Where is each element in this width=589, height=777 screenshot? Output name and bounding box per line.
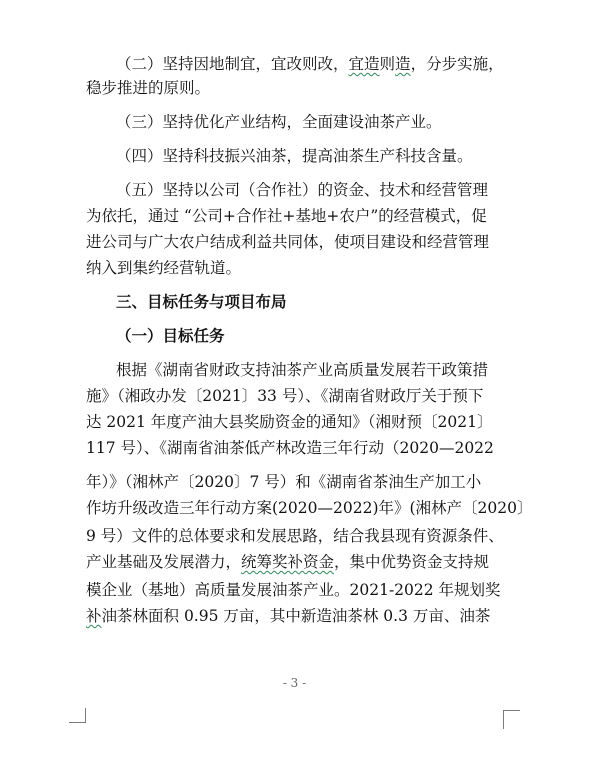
paragraph-principle-2-line-1: （二）坚持因地制宜，宜改则改，宜造则造，分步实施， bbox=[116, 55, 504, 73]
body-line-10: 补油茶林面积 0.95 万亩，其中新造油茶林 0.3 万亩、油茶 bbox=[86, 607, 491, 625]
paragraph-principle-2-line-2: 稳步推进的原则。 bbox=[86, 79, 211, 97]
spell-check-mark: 补 bbox=[86, 607, 102, 625]
paragraph-principle-5-line-4: 纳入到集约经营轨道。 bbox=[86, 259, 242, 277]
spell-check-mark: 宜造 bbox=[348, 55, 380, 73]
margin-corner-mark-left bbox=[69, 708, 86, 723]
body-line-5: 年）》（湘林产〔2020〕7 号）和《湖南省茶油生产加工小 bbox=[86, 473, 482, 491]
paragraph-principle-5-line-2: 为依托，通过 “公司+合作社+基地+农户”的经营模式，促 bbox=[86, 207, 487, 225]
body-line-7: 9 号）文件的总体要求和发展思路，结合我县现有资源条件、 bbox=[86, 527, 504, 545]
body-line-6: 作坊升级改造三年行动方案(2020—2022)年》(湘林产〔2020〕 bbox=[86, 499, 533, 517]
body-line-4: 117 号）、《湖南省油茶低产林改造三年行动（2020—2022 bbox=[86, 439, 494, 457]
page-number: - 3 - bbox=[282, 676, 307, 690]
paragraph-principle-3: （三）坚持优化产业结构，全面建设油茶产业。 bbox=[116, 113, 442, 131]
paragraph-principle-4: （四）坚持科技振兴油茶，提高油茶生产科技含量。 bbox=[116, 147, 473, 165]
section-heading: 三、目标任务与项目布局 bbox=[116, 293, 287, 311]
paragraph-principle-5-line-1: （五）坚持以公司（合作社）的资金、技术和经营管理 bbox=[116, 181, 489, 199]
body-line-9: 模企业（基地）高质量发展油茶产业。2021-2022 年规划奖 bbox=[86, 581, 501, 599]
subsection-heading: （一）目标任务 bbox=[116, 327, 225, 345]
spell-check-mark: 统筹奖补资金 bbox=[241, 553, 335, 571]
spell-check-mark: 造 bbox=[395, 55, 411, 73]
body-line-2: 施》（湘政办发〔2021〕33 号）、《湖南省财政厅关于预下 bbox=[86, 387, 484, 405]
body-line-3: 达 2021 年度产油大县奖励资金的通知》（湘财预〔2021〕 bbox=[86, 413, 493, 431]
body-line-8: 产业基础及发展潜力，统筹奖补资金，集中优势资金支持规 bbox=[86, 553, 490, 571]
paragraph-principle-5-line-3: 进公司与广大农户结成利益共同体，使项目建设和经营管理 bbox=[86, 233, 490, 251]
body-line-1: 根据《湖南省财政支持油茶产业高质量发展若干政策措 bbox=[116, 361, 489, 379]
margin-corner-mark-right bbox=[503, 710, 520, 729]
